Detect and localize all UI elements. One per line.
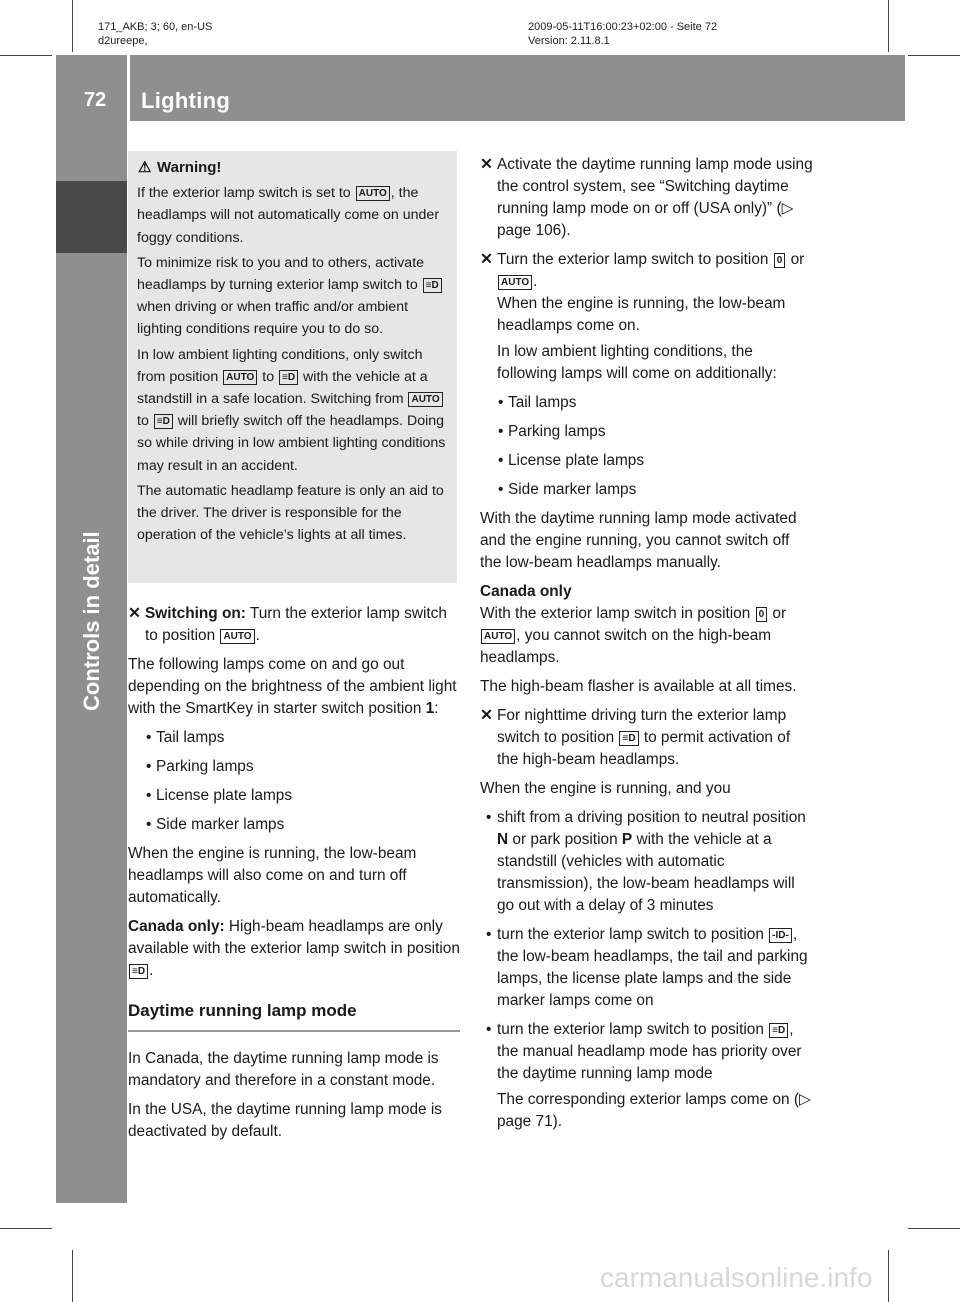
print-meta-left <box>98 20 212 48</box>
list-item <box>128 756 460 778</box>
crop-mark <box>72 0 73 52</box>
text: With the exterior lamp switch in position <box>480 605 755 622</box>
text: Tail lamps <box>156 729 225 746</box>
warning-icon: ⚠ <box>138 159 152 176</box>
step-marker-icon: ✕ <box>480 251 493 268</box>
bullet-icon: • <box>498 452 504 469</box>
zero-symbol-icon: 0 <box>774 253 786 268</box>
bullet-icon: • <box>486 926 492 943</box>
paragraph <box>480 603 814 669</box>
text: to <box>258 368 279 385</box>
auto-symbol-icon: AUTO <box>408 392 442 407</box>
instruction-step <box>480 705 814 771</box>
page-number: 72 <box>84 89 107 111</box>
list-item <box>480 479 814 501</box>
text: with the vehicle at a standstill in a safe location. Switching from <box>137 368 428 408</box>
bullet-icon: • <box>146 729 152 746</box>
text: License plate lamps <box>508 452 645 469</box>
auto-symbol-icon: AUTO <box>223 370 257 385</box>
text: Canada only: <box>128 918 225 935</box>
text: For nighttime driving turn the exterior lamp switch to position <box>497 707 787 746</box>
list-item <box>128 814 460 836</box>
text: Turn the exterior lamp switch to position <box>145 605 447 644</box>
bullet-icon: • <box>146 787 152 804</box>
left-column <box>128 603 460 1150</box>
bullet-icon: • <box>498 394 504 411</box>
text: or <box>786 251 805 268</box>
text: : <box>434 700 439 717</box>
text: , the headlamps will not automatically come on under foggy conditions. <box>137 185 440 246</box>
text: To minimize risk to you and to others, activate headlamps by turning exterior lamp switch to <box>137 254 425 294</box>
warning-title <box>137 157 449 179</box>
print-meta-line: Version: 2.11.8.1 <box>528 35 610 47</box>
text: In low ambient lighting conditions, only switch from position <box>137 346 423 385</box>
bullet-icon: • <box>486 809 492 826</box>
text: The following lamps come on and go out depending on the brightness of the ambient light with the SmartKey in starter switch position <box>128 656 457 717</box>
auto-symbol-icon: AUTO <box>498 275 532 290</box>
print-meta-right <box>528 20 717 48</box>
paragraph: In the USA, the daytime running lamp mode is deactivated by default. <box>128 1101 442 1140</box>
text: or park position <box>508 831 622 848</box>
text: License plate lamps <box>156 787 293 804</box>
crop-mark <box>72 1250 73 1302</box>
text: Turn the exterior lamp switch to position <box>497 251 773 268</box>
header-divider <box>127 55 130 121</box>
sidebar <box>56 121 127 1203</box>
instruction-step <box>480 154 814 242</box>
text: . <box>255 627 260 644</box>
lowbeam-symbol-icon: ≡D <box>423 278 442 293</box>
crop-mark <box>888 0 889 52</box>
bullet-icon: • <box>498 481 504 498</box>
auto-symbol-icon: AUTO <box>481 629 515 644</box>
text: to permit activation of the high-beam headlamps. <box>497 729 791 768</box>
lowbeam-symbol-icon: ≡D <box>129 964 148 979</box>
list-item <box>480 924 814 1012</box>
paragraph <box>128 654 460 720</box>
warning-paragraph: The automatic headlamp feature is only an aid to the driver. The driver is responsible for the operation of the vehicle’s lights at all times. <box>137 482 444 544</box>
crop-mark <box>0 1228 52 1229</box>
text: turn the exterior lamp switch to position <box>497 1021 769 1038</box>
text: with the vehicle at a standstill (vehicles with automatic transmission), the low-beam headlamps will go out with a delay of 3 minutes <box>497 831 795 914</box>
text: P <box>621 831 633 848</box>
paragraph <box>128 916 460 982</box>
print-meta-line: d2ureepe, <box>98 35 148 47</box>
page-title: Lighting <box>141 88 231 113</box>
text: Parking lamps <box>156 758 254 775</box>
lowbeam-symbol-icon: ≡D <box>279 370 298 385</box>
text: If the exterior lamp switch is set to <box>137 185 355 202</box>
list-item <box>480 807 814 917</box>
list-item <box>480 1019 814 1133</box>
list-item <box>480 421 814 443</box>
auto-symbol-icon: AUTO <box>356 186 390 201</box>
paragraph: When the engine is running, the low-beam headlamps will also come on and turn off automatically. <box>128 845 417 906</box>
text: or <box>768 605 787 622</box>
text: , you cannot switch on the high-beam headlamps. <box>480 627 772 666</box>
text: 1 <box>425 700 435 717</box>
print-meta-line: 2009-05-11T16:00:23+02:00 - Seite 72 <box>528 21 718 33</box>
sidebar-marker <box>56 181 127 253</box>
step-detail: When the engine is running, the low-beam headlamps come on. <box>497 295 786 334</box>
print-meta-line: 171_AKB; 3; 60, en-US <box>98 21 213 33</box>
list-item-detail: The corresponding exterior lamps come on (▷ page 71). <box>497 1091 811 1130</box>
list-item <box>480 392 814 414</box>
step-marker-icon: ✕ <box>480 156 493 173</box>
lowbeam-symbol-icon: ≡D <box>769 1023 788 1038</box>
text: , the manual headlamp mode has priority over the daytime running lamp mode <box>497 1021 802 1082</box>
warning-paragraph <box>137 344 449 477</box>
bullet-icon: • <box>146 816 152 833</box>
text: N <box>497 831 509 848</box>
warning-title-text: Warning! <box>157 159 222 176</box>
bullet-icon: • <box>146 758 152 775</box>
crop-mark <box>888 1250 889 1302</box>
paragraph: The high-beam flasher is available at all times. <box>480 678 797 695</box>
text: Switching on: <box>145 605 246 622</box>
subheading: Canada only <box>480 583 572 600</box>
warning-box <box>128 151 457 583</box>
zero-symbol-icon: 0 <box>756 607 768 622</box>
text: , the low-beam headlamps, the tail and parking lamps, the license plate lamps and the side marker lamps come on <box>497 926 808 1009</box>
text: turn the exterior lamp switch to position <box>497 926 769 943</box>
auto-symbol-icon: AUTO <box>220 629 254 644</box>
section-heading: Daytime running lamp mode <box>128 1000 460 1032</box>
right-column <box>480 154 814 1140</box>
list-item <box>128 785 460 807</box>
lowbeam-symbol-icon: ≡D <box>154 414 173 429</box>
text: . <box>533 273 538 290</box>
list-item <box>128 727 460 749</box>
text: Activate the daytime running lamp mode using the control system, see “Switching daytime running lamp mode on or off (USA only)” (▷ page 106). <box>497 156 813 239</box>
step-marker-icon: ✕ <box>480 707 493 724</box>
list-item <box>480 450 814 472</box>
text: Side marker lamps <box>156 816 285 833</box>
bullet-icon: • <box>498 423 504 440</box>
section-title: Controls in detail <box>79 531 104 711</box>
text: will briefly switch off the headlamps. Doing so while driving in low ambient lighting conditions may result in an accident. <box>137 413 446 474</box>
text: Side marker lamps <box>508 481 637 498</box>
paragraph: In Canada, the daytime running lamp mode is mandatory and therefore in a constant mode. <box>128 1050 439 1089</box>
step-marker-icon: ✕ <box>128 605 141 622</box>
text: Tail lamps <box>508 394 577 411</box>
text: Parking lamps <box>508 423 606 440</box>
lowbeam-symbol-icon: ≡D <box>619 731 638 746</box>
instruction-step <box>128 603 460 647</box>
parking-lamp-symbol-icon: -ID- <box>769 928 792 943</box>
text: shift from a driving position to neutral position <box>497 809 806 826</box>
paragraph: With the daytime running lamp mode activated and the engine running, you cannot switch off the low-beam headlamps manually. <box>480 510 797 571</box>
crop-mark <box>0 55 52 56</box>
text: when driving or when traffic and/or ambient lighting conditions require you to do so. <box>137 299 409 338</box>
step-detail: In low ambient lighting conditions, the following lamps will come on additionally: <box>497 343 777 382</box>
bullet-icon: • <box>486 1021 492 1038</box>
watermark: carmanualsonline.info <box>600 1262 873 1293</box>
paragraph: When the engine is running, and you <box>480 780 731 797</box>
warning-paragraph <box>137 252 449 341</box>
text: . <box>149 962 154 979</box>
warning-paragraph <box>137 182 449 249</box>
instruction-step <box>480 249 814 385</box>
text: High-beam headlamps are only available with the exterior lamp switch in position <box>128 918 460 957</box>
page-header <box>56 55 905 121</box>
crop-mark <box>908 55 960 56</box>
crop-mark <box>908 1228 960 1229</box>
text: to <box>137 413 153 430</box>
